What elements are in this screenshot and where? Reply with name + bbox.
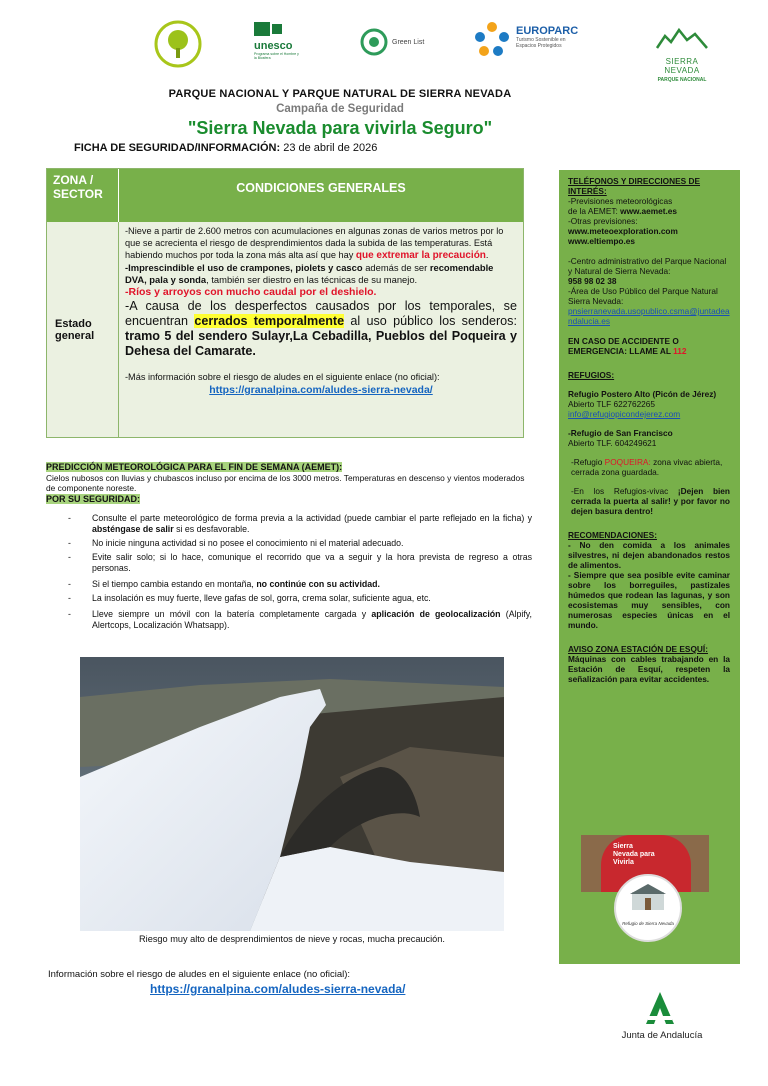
logo-europarc: EUROPARC Turismo Sostenible en Espacios Protegidos: [472, 19, 580, 59]
area-email-link[interactable]: pnsierranevada.usopublico.csma@juntadeandalucia.es: [568, 306, 730, 326]
junta-andalucia-logo: [640, 990, 680, 1033]
centro-phone: 958 98 02 38: [568, 276, 617, 286]
aviso-title: AVISO ZONA ESTACIÓN DE ESQUÍ:: [568, 644, 708, 654]
safety-title: POR SU SEGURIDAD:: [46, 494, 141, 504]
slogan: "Sierra Nevada para vivirla Seguro": [187, 118, 493, 138]
refugio-email-link[interactable]: info@refugiopicondejerez.com: [568, 409, 681, 419]
tel-title: TELÉFONOS Y DIRECCIONES DE INTERÉS:: [568, 176, 701, 196]
list-item: - Evite salir solo; si lo hace, comunique el recorrido que va a seguir y la hora prevista de regreso a otras personas.: [68, 552, 532, 573]
eltiempo-link[interactable]: www.eltiempo.es: [568, 236, 636, 246]
logo-sierra-nevada: SIERRA NEVADA PARQUE NACIONAL: [652, 26, 712, 83]
conditions-table: [46, 168, 524, 438]
list-item: - Lleve siempre un móvil con la batería completamente cargada y aplicación de geolocalización (Alpify, Alertcops, Localización Whatsapp).: [68, 609, 532, 630]
campaign-label: Campaña de Seguridad: [276, 103, 404, 115]
photo-caption: Riesgo muy alto de desprendimientos de nieve y rocas, mucha precaución.: [139, 934, 445, 944]
campaign-photo: Sierra Nevada para Vivirla: [581, 835, 709, 892]
footer-aludes-link[interactable]: https://granalpina.com/aludes-sierra-nevada/: [150, 982, 406, 996]
col-zona-header: ZONA / SECTOR: [47, 169, 119, 222]
logo-unesco: unesco Programa sobre el Hombre y la Biosfera: [254, 22, 302, 60]
forecast-text: Cielos nubosos con lluvias y chubascos incluso por encima de los 3000 metros. Temperaturas en descenso y vientos moderados de componente noreste.: [46, 473, 525, 493]
row-label: Estado general: [47, 222, 119, 437]
meteoexploration-link[interactable]: www.meteoexploration.com: [568, 226, 678, 236]
safety-list: [68, 513, 532, 634]
col-condiciones-header: CONDICIONES GENERALES: [236, 181, 406, 195]
aludes-link[interactable]: https://granalpina.com/aludes-sierra-nevada/: [209, 384, 433, 396]
list-item: - No inicie ninguna actividad si no posee el conocimiento ni el material adecuado.: [68, 538, 404, 548]
page-title: PARQUE NACIONAL Y PARQUE NATURAL DE SIERRA NEVADA: [168, 88, 512, 100]
list-item: - Si el tiempo cambia estando en montaña, no continúe con su actividad.: [68, 579, 380, 589]
sidebar: TELÉFONOS Y DIRECCIONES DE INTERÉS: -Previsiones meteorológicas de la AEMET: www.aemet.es -Otras previsiones: www.meteoexploration.com www.eltiempo.es -Centro administrativo del Parque Nacional y Natural de Sierra Nevada: 958 98 02 38 -Área de Uso Público del Parque Natural Sierra Nevada: pnsierranevada.usopublico.csma@juntadeandalucia.es EN CASO DE ACCIDENTE O EMERGENCIA: LLAME AL 112 REFUGIOS: Refugio Postero Alto (Picón de Jérez) Abierto TLF 622762265 info@refugiopicondejerez.com -Refugio de San Francisco Abierto TLF. 604249621 -Refugio POQUEIRA: zona vivac abierta, cerrada zona guardada. -En los Refugios-vivac ¡Dejen bien cerrada la puerta al salir! y por favor no dejen basura dentro! RECOMENDACIONES: - No den comida a los animales silvestres, ni dejen abandonados restos de alimentos. - Siempre que sea posible evite caminar sobre los borreguiles, pastizales húmedos que rodean las lagunas, y son ecosistemas muy sensibles, con numerosas especies únicas en el mundo. AVISO ZONA ESTACIÓN DE ESQUÍ: Máquinas con cables trabajando en la Estación de Esquí, respeten la señalización para evitar accidentes. Sierra Nevada para Vivirla Refugio de Sierra Nevada: [559, 170, 740, 964]
recomendaciones-title: RECOMENDACIONES:: [568, 530, 657, 540]
logo-greenlist: Green List: [360, 28, 424, 56]
forecast-title: PREDICCIÓN METEOROLÓGICA PARA EL FIN DE SEMANA (AEMET):: [46, 462, 343, 472]
list-item: - Consulte el parte meteorológico de forma previa a la actividad (puede cambiar el parte reflejado en la ficha) y absténgase de salir si es desfavorable.: [68, 513, 532, 534]
ficha-date: FICHA DE SEGURIDAD/INFORMACIÓN: 23 de abril de 2026: [74, 142, 378, 154]
emergency-text: EN CASO DE ACCIDENTE O EMERGENCIA: LLAME AL 112: [568, 336, 687, 356]
junta-andalucia-label: Junta de Andalucía: [621, 1030, 703, 1041]
snow-cornice-photo: [80, 657, 504, 931]
refugio-badge: Refugio de Sierra Nevada: [614, 874, 682, 942]
conditions-text: -Nieve a partir de 2.600 metros con acumulaciones en algunas zonas de varios metros por lo que se acrecienta el riesgo de desprendimientos dada la subida de las temperaturas. Está habiendo muchos por toda la zona más alta así que hay que extremar la precaución. -Imprescindible el uso de crampones, piolets y casco además de ser recomendable DVA, pala y sonda, también ser diestro en las técnicas de su manejo. -Ríos y arroyos con mucho caudal por el deshielo. -A causa de los desperfectos causados por los temporales, se encuentran cerrados temporalmente al uso público los senderos: tramo 5 del sendero Sulayr,La Cebadilla, Pueblos del Poqueira y Dehesa del Camarate. -Más información sobre el riesgo de aludes en el siguiente enlace (no oficial): https://granalpina.com/aludes-sierra-nevada/: [125, 226, 517, 396]
logo-biosphere: [154, 20, 202, 73]
list-item: - La insolación es muy fuerte, lleve gafas de sol, gorra, crema solar, suficiente agua, etc.: [68, 593, 431, 603]
refugios-title: REFUGIOS:: [568, 370, 615, 380]
footer-info: Información sobre el riesgo de aludes en el siguiente enlace (no oficial):: [48, 969, 351, 980]
aemet-link[interactable]: www.aemet.es: [620, 206, 677, 216]
